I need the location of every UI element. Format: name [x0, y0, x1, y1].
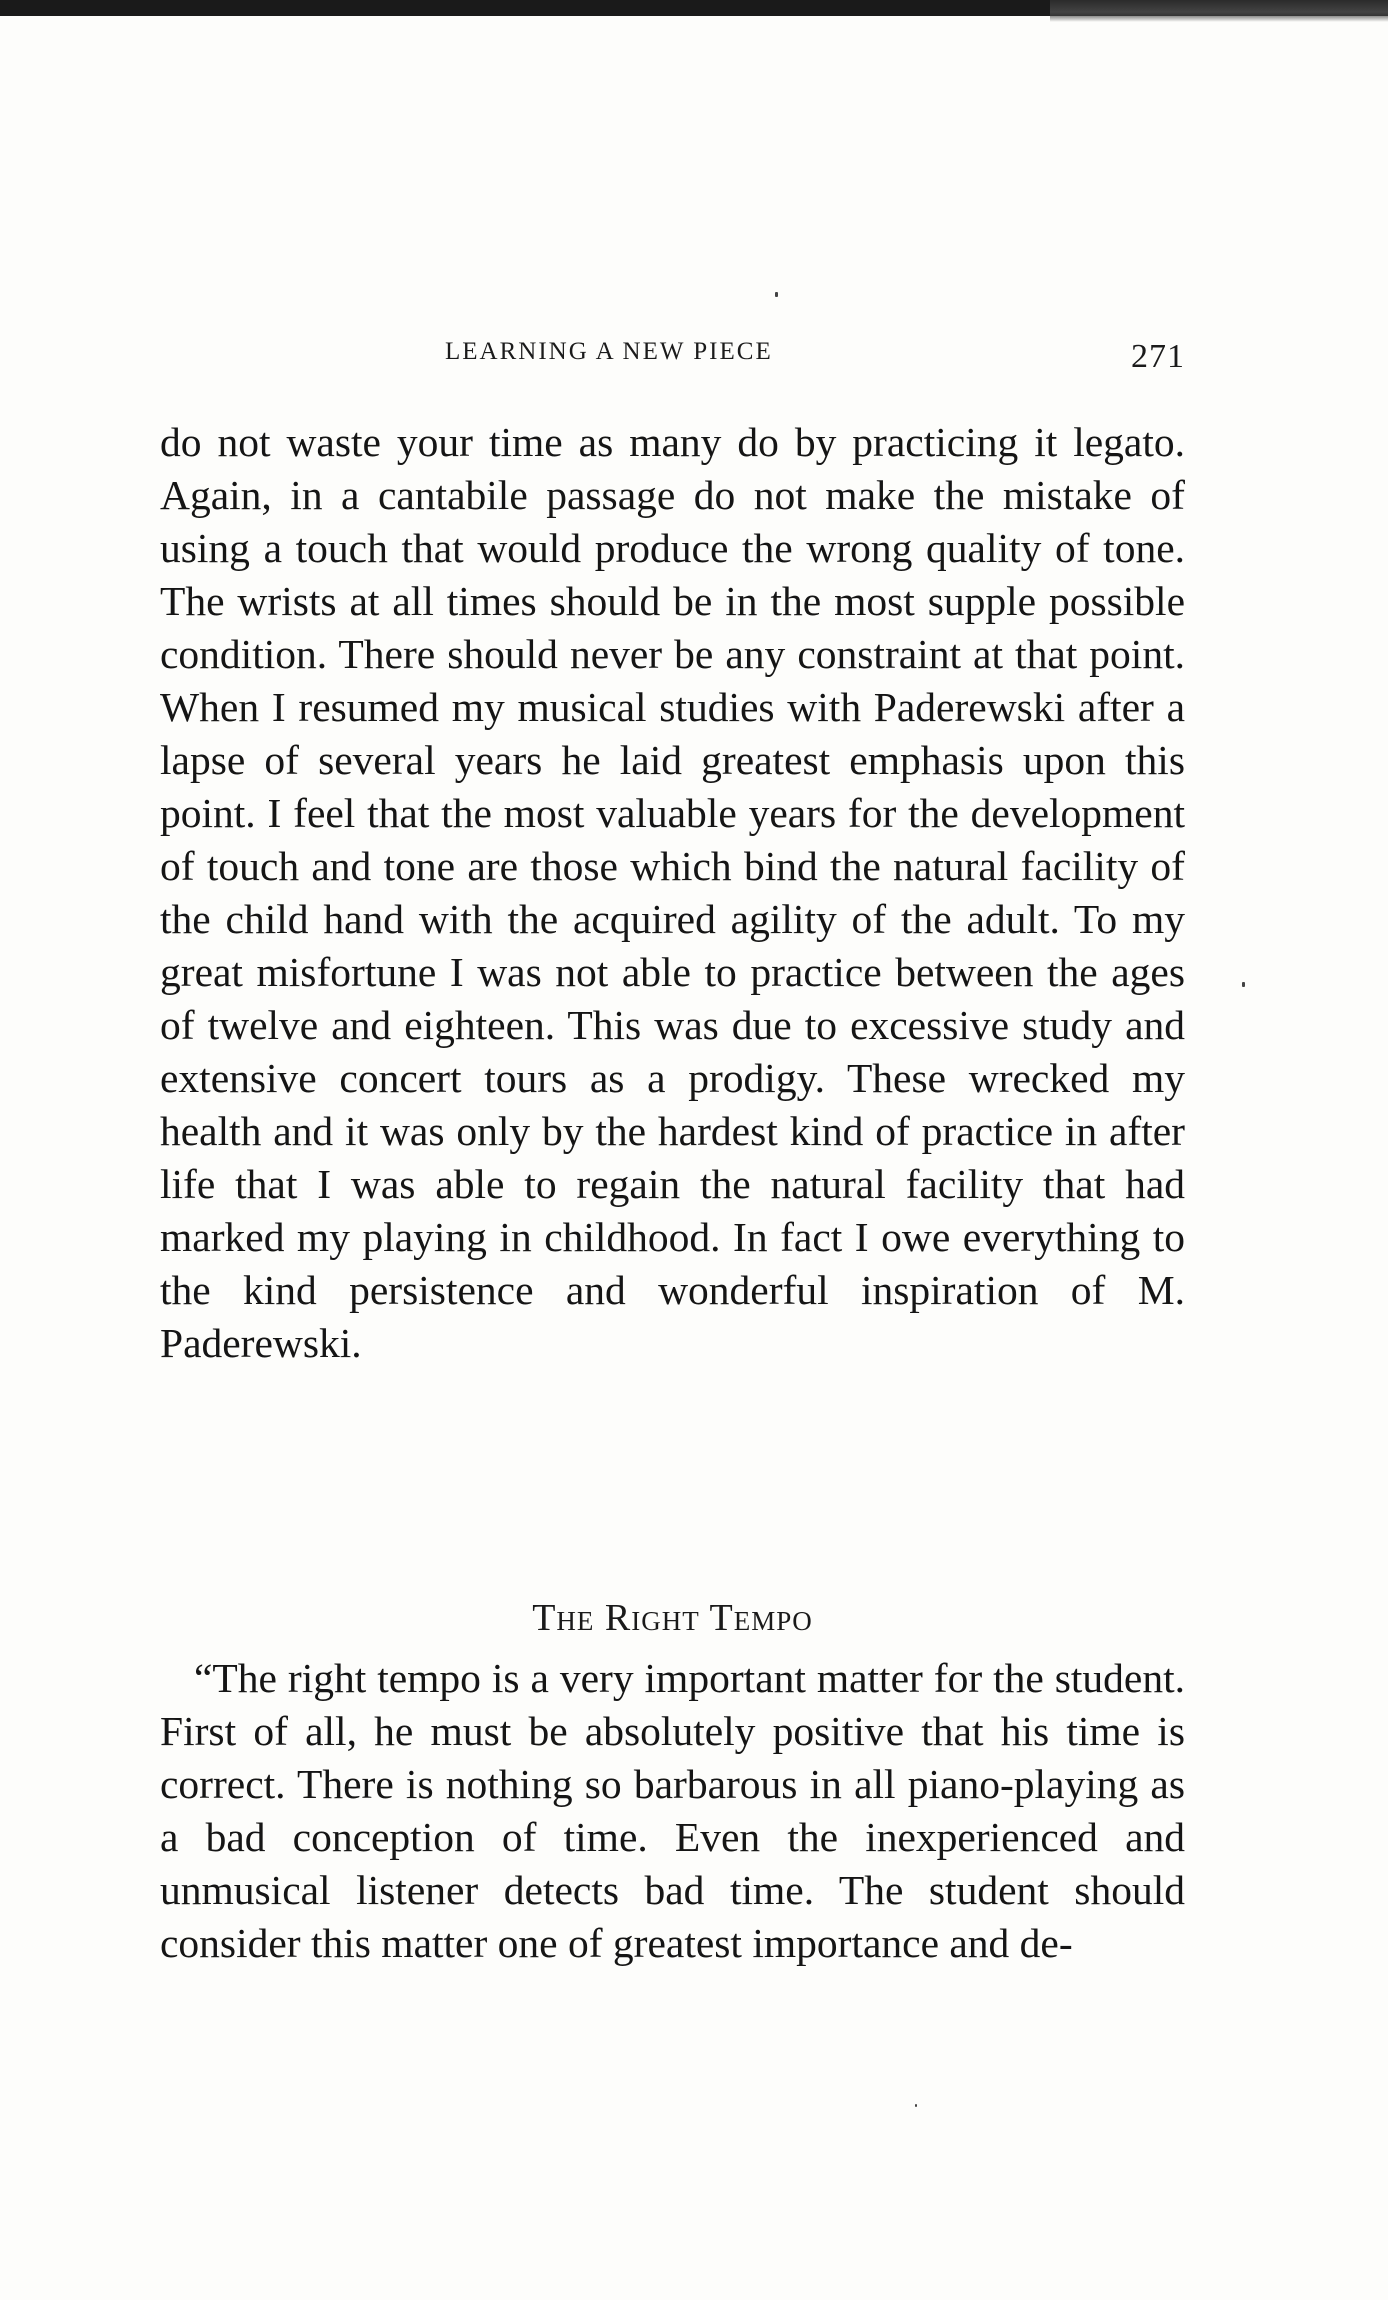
body-paragraph: “The right tempo is a very important matter for the student. First of all, he must be absolutely positive that his time is correct. There is nothing so barbarous in all piano-playing as a bad conception of time. Even the inexperienced and unmusical listener detects bad time. The student should consider this matter one of greatest importance and de- — [160, 1655, 1185, 1966]
page-header — [160, 334, 1185, 374]
section-heading: The Right Tempo — [532, 1597, 813, 1639]
body-paragraph: do not waste your time as many do by practicing it legato. Again, in a cantabile passage do not make the mistake of using a touch that would produce the wrong quality of tone. The wrists at all times should be in the most supple possible condition. There should never be any constraint at that point. When I resumed my musical studies with Paderewski after a lapse of several years he laid greatest emphasis upon this point. I feel that the most valuable years for the development of touch and tone are those which bind the natural facility of the child hand with the acquired agility of the adult. To my great misfortune I was not able to practice between the ages of twelve and eighteen. This was due to excessive study and extensive concert tours as a prodigy. These wrecked my health and it was only by the hardest kind of practice in after life that I was able to regain the natural facility that had marked my playing in childhood. In fact I owe everything to the kind persistence and wonderful inspiration of M. Paderewski. — [160, 419, 1185, 1366]
body-paragraph-2-block — [160, 1652, 1185, 1970]
scan-speck — [1242, 982, 1245, 987]
scan-speck — [775, 292, 778, 297]
page-number: 271 — [1131, 338, 1185, 375]
body-paragraph-1-block — [160, 416, 1185, 1370]
running-head: LEARNING A NEW PIECE — [445, 338, 773, 365]
scan-speck — [915, 2104, 917, 2107]
top-scan-edge-fade — [1050, 0, 1388, 22]
